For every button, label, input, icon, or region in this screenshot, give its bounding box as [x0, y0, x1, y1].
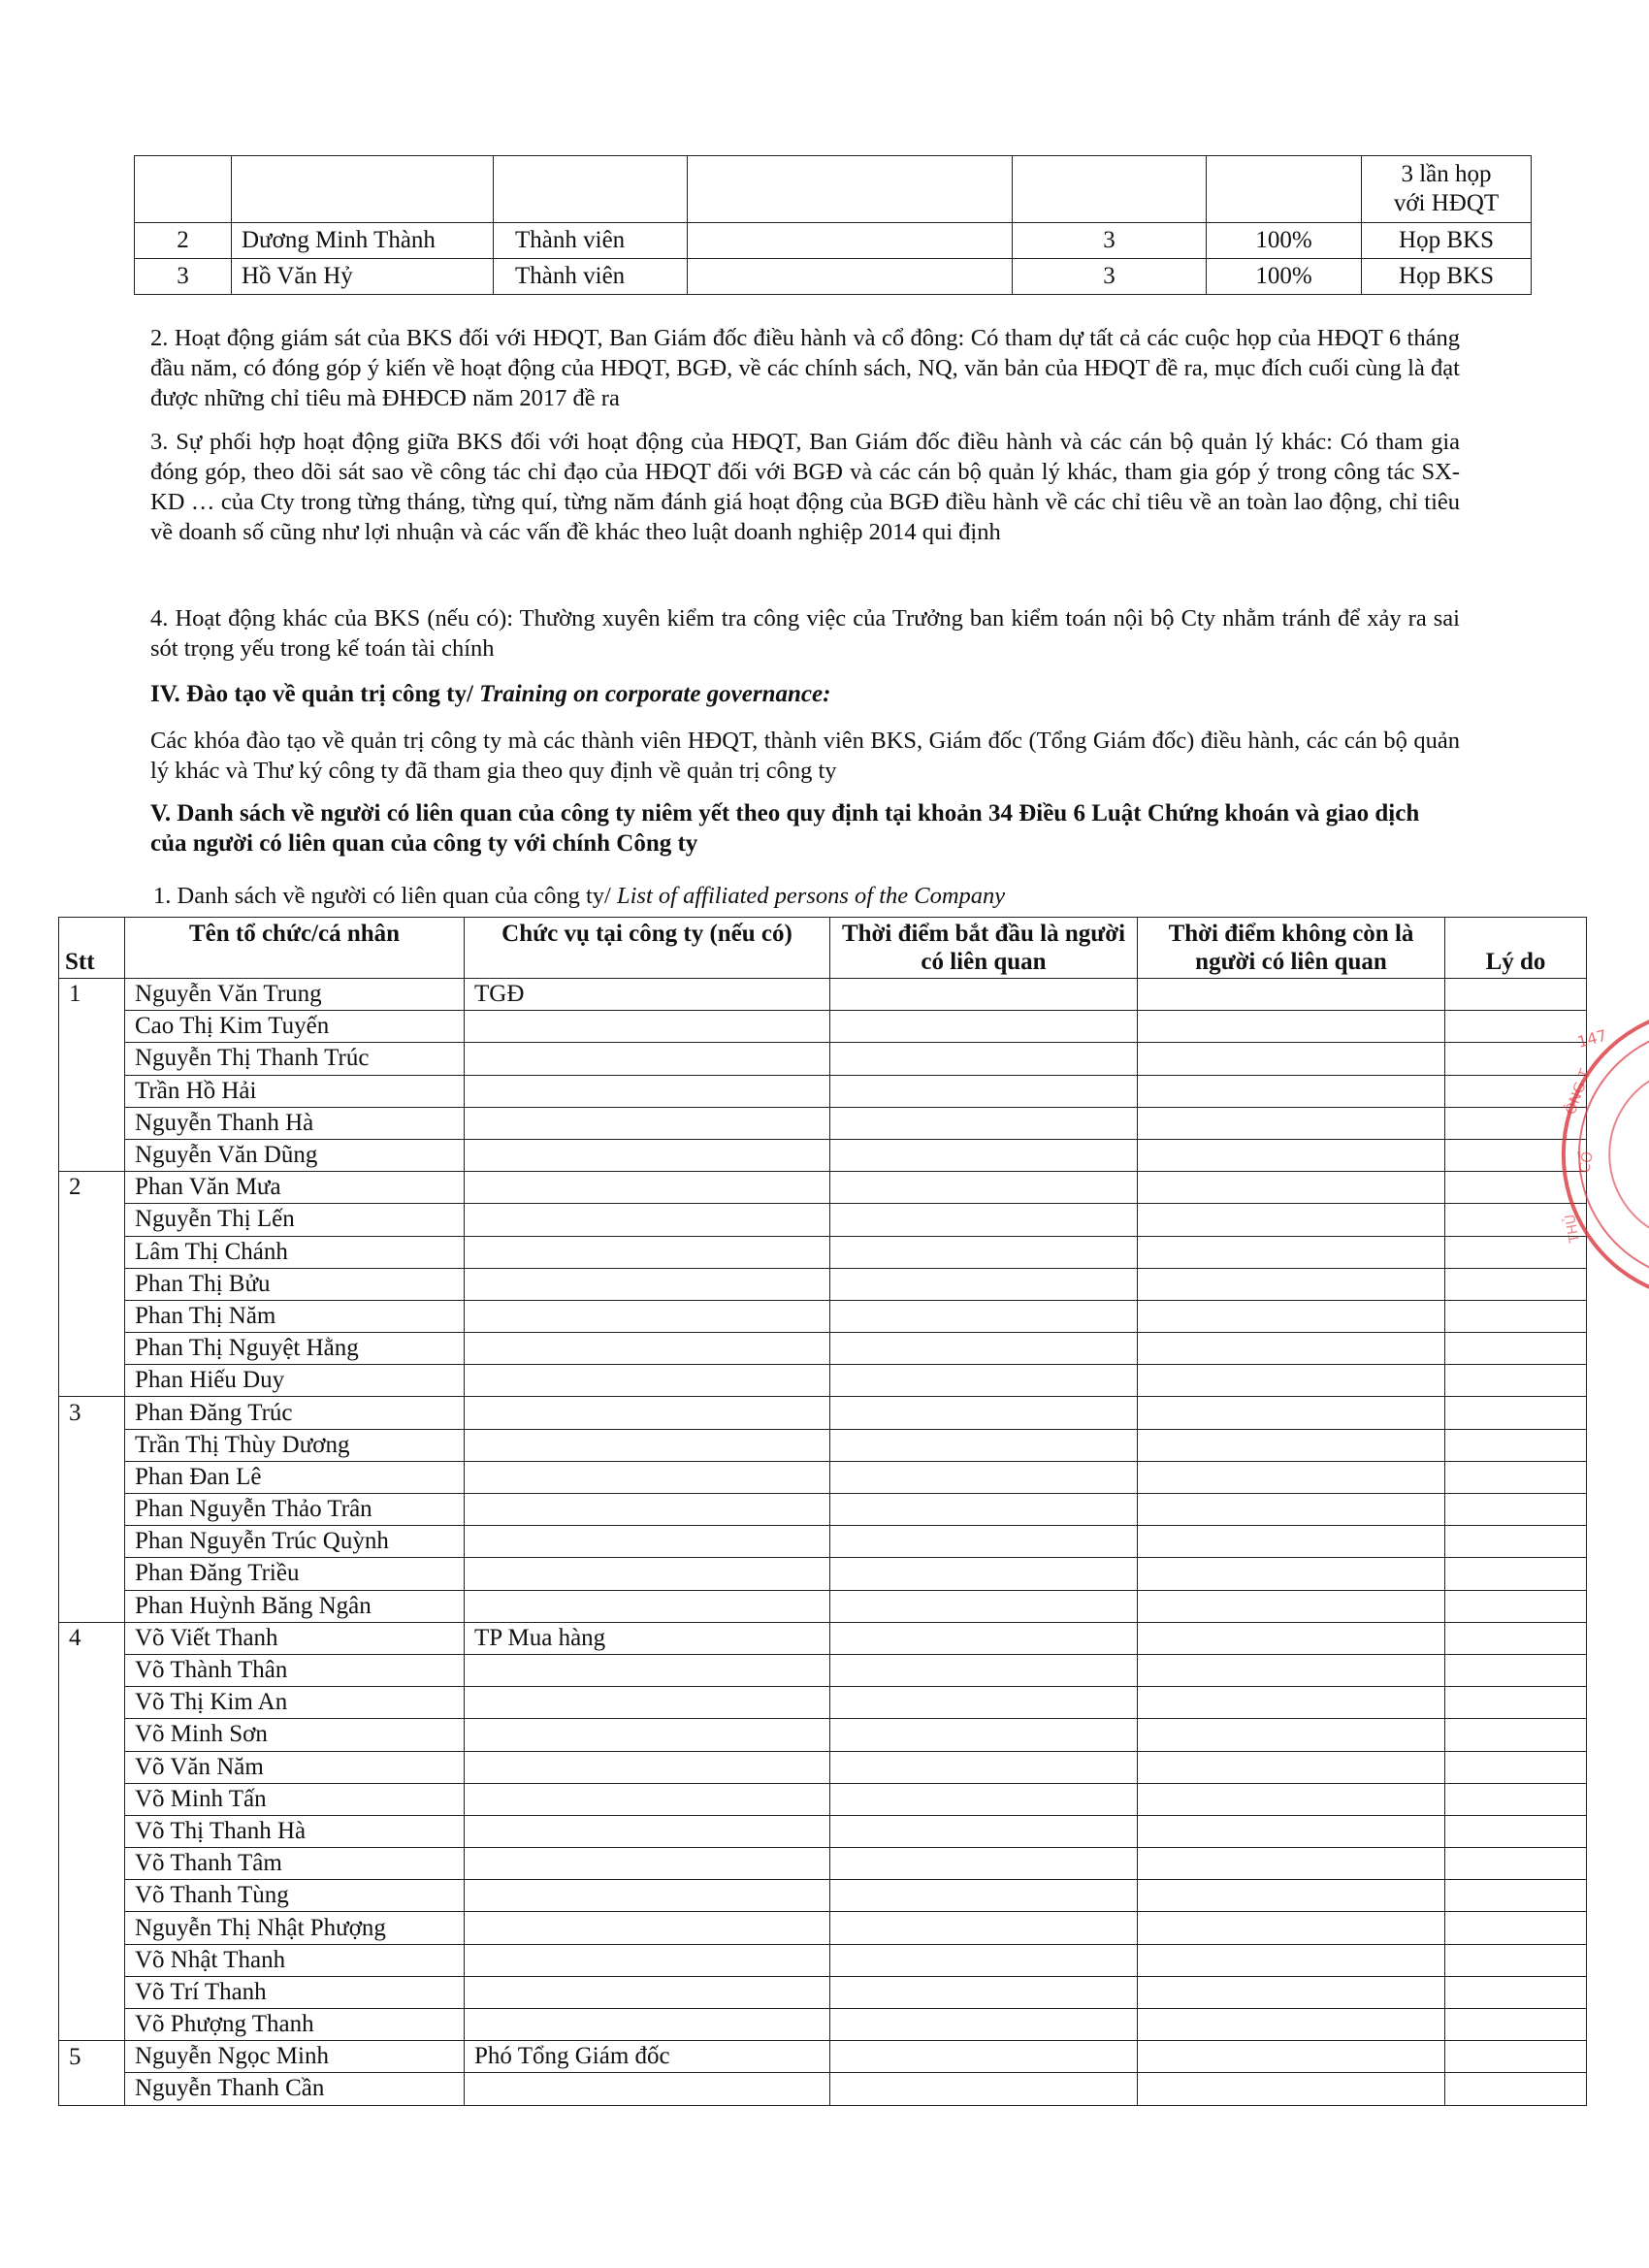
affiliate-start-time: [830, 1944, 1138, 1976]
affiliate-reason: [1445, 1429, 1587, 1461]
member-stt: 3: [135, 259, 232, 295]
affiliate-end-time: [1138, 1268, 1445, 1300]
table-row: [59, 979, 1587, 1011]
affiliate-start-time: [830, 1654, 1138, 1686]
affiliate-name: Phan Nguyễn Trúc Quỳnh: [125, 1526, 465, 1558]
affiliate-stt: [59, 1494, 125, 1526]
affiliate-end-time: [1138, 1300, 1445, 1332]
affiliate-start-time: [830, 1204, 1138, 1236]
affiliate-reason: [1445, 1590, 1587, 1622]
affiliate-end-time: [1138, 1172, 1445, 1204]
affiliate-reason: [1445, 1815, 1587, 1847]
table-row: [59, 2073, 1587, 2105]
member-attendance-rate: 100%: [1207, 223, 1362, 259]
member-meetings: 3: [1013, 223, 1207, 259]
affiliate-stt: 2: [59, 1172, 125, 1204]
meeting-note-cell: 3 lần họp với HĐQT: [1362, 156, 1532, 223]
affiliate-position: [465, 1365, 830, 1397]
affiliate-name: Nguyễn Thị Nhật Phượng: [125, 1912, 465, 1944]
affiliate-end-time: [1138, 1880, 1445, 1912]
affiliate-end-time: [1138, 1139, 1445, 1171]
affiliate-stt: [59, 1654, 125, 1686]
affiliate-start-time: [830, 1590, 1138, 1622]
affiliate-start-time: [830, 1043, 1138, 1075]
table-row: [135, 156, 1532, 223]
affiliate-stt: [59, 1365, 125, 1397]
affiliate-position: Phó Tổng Giám đốc: [465, 2041, 830, 2073]
affiliate-position: [465, 1590, 830, 1622]
affiliate-start-time: [830, 1172, 1138, 1204]
affiliate-end-time: [1138, 979, 1445, 1011]
affiliate-start-time: [830, 1075, 1138, 1107]
table-row: [59, 1268, 1587, 1300]
affiliate-start-time: [830, 1461, 1138, 1493]
affiliate-start-time: [830, 2009, 1138, 2041]
table-row: [59, 1397, 1587, 1429]
affiliate-start-time: [830, 1494, 1138, 1526]
affiliate-reason: [1445, 1912, 1587, 1944]
affiliate-start-time: [830, 1300, 1138, 1332]
member-name: Hồ Văn Hỷ: [232, 259, 494, 295]
member-meetings: 3: [1013, 259, 1207, 295]
affiliate-end-time: [1138, 1815, 1445, 1847]
affiliate-reason: [1445, 2009, 1587, 2041]
affiliated-persons-table: [58, 917, 1587, 2106]
affiliate-stt: [59, 1912, 125, 1944]
affiliate-name: Trần Thị Thùy Dương: [125, 1429, 465, 1461]
header-name: Tên tổ chức/cá nhân: [125, 918, 465, 979]
affiliate-reason: [1445, 1333, 1587, 1365]
table-row: [59, 1751, 1587, 1783]
affiliate-start-time: [830, 2073, 1138, 2105]
affiliate-reason: [1445, 1687, 1587, 1719]
affiliate-name: Phan Hiếu Duy: [125, 1365, 465, 1397]
affiliate-stt: [59, 1204, 125, 1236]
affiliate-reason: [1445, 1365, 1587, 1397]
affiliate-reason: [1445, 1719, 1587, 1751]
affiliate-stt: [59, 1268, 125, 1300]
affiliate-position: [465, 1944, 830, 1976]
affiliate-stt: [59, 1944, 125, 1976]
affiliate-position: [465, 1204, 830, 1236]
affiliate-position: [465, 1397, 830, 1429]
affiliate-name: Võ Thị Kim An: [125, 1687, 465, 1719]
affiliate-end-time: [1138, 1204, 1445, 1236]
affiliate-stt: [59, 1976, 125, 2008]
affiliate-name: Nguyễn Thanh Hà: [125, 1107, 465, 1139]
affiliate-stt: [59, 1429, 125, 1461]
table-row: [59, 1526, 1587, 1558]
affiliate-name: Phan Đăng Trúc: [125, 1397, 465, 1429]
affiliate-start-time: [830, 1365, 1138, 1397]
affiliate-end-time: [1138, 1912, 1445, 1944]
svg-text:THỦ: THỦ: [1563, 1213, 1583, 1245]
affiliate-start-time: [830, 1815, 1138, 1847]
svg-text:ÔNG T: ÔNG T: [1561, 1066, 1595, 1118]
company-seal-stamp: [1550, 1009, 1649, 1300]
affiliate-start-time: [830, 1268, 1138, 1300]
table-row: [59, 1558, 1587, 1590]
affiliate-reason: [1445, 1461, 1587, 1493]
affiliate-end-time: [1138, 1719, 1445, 1751]
bks-members-table: [134, 155, 1532, 295]
affiliate-position: [465, 1880, 830, 1912]
affiliate-stt: [59, 1687, 125, 1719]
affiliate-name: Võ Minh Sơn: [125, 1719, 465, 1751]
member-blank: [688, 259, 1013, 295]
affiliate-end-time: [1138, 1075, 1445, 1107]
affiliate-start-time: [830, 1011, 1138, 1043]
affiliate-end-time: [1138, 1011, 1445, 1043]
affiliate-end-time: [1138, 1526, 1445, 1558]
affiliate-position: [465, 1172, 830, 1204]
affiliate-end-time: [1138, 1590, 1445, 1622]
table-row: [59, 1172, 1587, 1204]
affiliate-reason: [1445, 1783, 1587, 1815]
table-row: [59, 1333, 1587, 1365]
affiliate-end-time: [1138, 1976, 1445, 2008]
affiliate-end-time: [1138, 1333, 1445, 1365]
affiliate-stt: [59, 1815, 125, 1847]
table-row: [59, 1365, 1587, 1397]
table-row: [59, 1654, 1587, 1686]
svg-text:CỔ: CỔ: [1575, 1150, 1597, 1175]
affiliate-name: Phan Thị Bửu: [125, 1268, 465, 1300]
affiliate-reason: [1445, 1751, 1587, 1783]
affiliate-start-time: [830, 1751, 1138, 1783]
affiliate-position: [465, 1236, 830, 1268]
affiliate-position: [465, 1333, 830, 1365]
affiliate-start-time: [830, 1622, 1138, 1654]
affiliate-position: [465, 1687, 830, 1719]
affiliate-position: [465, 1011, 830, 1043]
affiliate-position: [465, 1783, 830, 1815]
table-row: [59, 2041, 1587, 2073]
member-note: Họp BKS: [1362, 223, 1532, 259]
affiliate-name: Võ Phượng Thanh: [125, 2009, 465, 2041]
affiliate-position: [465, 1751, 830, 1783]
affiliate-position: [465, 1654, 830, 1686]
affiliate-stt: 3: [59, 1397, 125, 1429]
affiliate-name: Nguyễn Thị Thanh Trúc: [125, 1043, 465, 1075]
affiliate-reason: [1445, 1397, 1587, 1429]
affiliate-stt: [59, 1526, 125, 1558]
affiliate-stt: [59, 1783, 125, 1815]
affiliate-stt: [59, 1558, 125, 1590]
table-header-row: [59, 918, 1587, 979]
affiliate-name: Phan Huỳnh Băng Ngân: [125, 1590, 465, 1622]
affiliate-end-time: [1138, 1751, 1445, 1783]
paragraph-other-activities: 4. Hoạt động khác của BKS (nếu có): Thường xuyên kiểm tra công việc của Trưởng ban kiểm toán nội bộ Cty nhằm tránh để xảy ra sai sót trọng yếu trong kế toán tài chính: [150, 605, 1460, 662]
affiliate-stt: [59, 1043, 125, 1075]
affiliate-start-time: [830, 1719, 1138, 1751]
affiliate-end-time: [1138, 1494, 1445, 1526]
affiliate-position: [465, 1848, 830, 1880]
affiliate-position: [465, 1300, 830, 1332]
affiliate-start-time: [830, 1236, 1138, 1268]
affiliate-position: [465, 1107, 830, 1139]
affiliate-stt: [59, 1751, 125, 1783]
affiliate-end-time: [1138, 2073, 1445, 2105]
affiliate-position: [465, 1494, 830, 1526]
affiliate-start-time: [830, 1397, 1138, 1429]
affiliate-end-time: [1138, 2041, 1445, 2073]
affiliate-name: Nguyễn Ngọc Minh: [125, 2041, 465, 2073]
affiliate-position: [465, 2073, 830, 2105]
table-row: [59, 1043, 1587, 1075]
affiliate-start-time: [830, 1558, 1138, 1590]
affiliate-name: Nguyễn Văn Trung: [125, 979, 465, 1011]
table-row: [135, 259, 1532, 295]
affiliate-reason: [1445, 1558, 1587, 1590]
affiliate-start-time: [830, 1976, 1138, 2008]
affiliate-stt: [59, 1880, 125, 1912]
affiliate-end-time: [1138, 1848, 1445, 1880]
affiliate-position: [465, 1526, 830, 1558]
affiliate-stt: [59, 1075, 125, 1107]
affiliate-position: [465, 1075, 830, 1107]
affiliate-end-time: [1138, 1558, 1445, 1590]
affiliate-name: Võ Minh Tấn: [125, 1783, 465, 1815]
affiliate-position: [465, 1139, 830, 1171]
affiliate-position: [465, 1558, 830, 1590]
section-iv-body: Các khóa đào tạo về quản trị công ty mà các thành viên HĐQT, thành viên BKS, Giám đốc (Tổng Giám đốc) điều hành, các cán bộ quản lý khác và Thư ký công ty đã tham gia theo quy định về quản trị công ty: [150, 728, 1460, 784]
affiliate-name: Võ Văn Năm: [125, 1751, 465, 1783]
header-end-time: Thời điểm không còn là người có liên quan: [1138, 918, 1445, 979]
table-row: [59, 1976, 1587, 2008]
affiliate-reason: [1445, 1976, 1587, 2008]
table-row: [59, 1590, 1587, 1622]
table-row: [59, 1880, 1587, 1912]
table-row: [59, 1815, 1587, 1847]
affiliate-start-time: [830, 1687, 1138, 1719]
affiliate-name: Võ Thanh Tùng: [125, 1880, 465, 1912]
affiliate-name: Nguyễn Thanh Cần: [125, 2073, 465, 2105]
affiliate-start-time: [830, 979, 1138, 1011]
affiliate-reason: [1445, 1526, 1587, 1558]
affiliate-end-time: [1138, 1107, 1445, 1139]
affiliate-position: [465, 1912, 830, 1944]
affiliate-stt: 1: [59, 979, 125, 1011]
table-row: [59, 1719, 1587, 1751]
table-row: [59, 1461, 1587, 1493]
affiliate-end-time: [1138, 1461, 1445, 1493]
affiliate-name: Phan Đăng Triều: [125, 1558, 465, 1590]
affiliate-stt: [59, 1333, 125, 1365]
affiliate-end-time: [1138, 1397, 1445, 1429]
affiliate-stt: 4: [59, 1622, 125, 1654]
section-v-heading: V. Danh sách về người có liên quan của công ty niêm yết theo quy định tại khoản 34 Điều 6 Luật Chứng khoán và giao dịch của người có liên quan của công ty với chính Công ty: [150, 800, 1420, 857]
affiliate-start-time: [830, 1912, 1138, 1944]
affiliate-start-time: [830, 1429, 1138, 1461]
table-row: [59, 1622, 1587, 1654]
header-stt: Stt: [59, 918, 125, 979]
affiliate-position: [465, 1461, 830, 1493]
paragraph-coordination: 3. Sự phối hợp hoạt động giữa BKS đối với hoạt động của HĐQT, Ban Giám đốc điều hành và các cán bộ quản lý khác: Có tham gia đóng góp, theo dõi sát sao về công tác chỉ đạo của HĐQT đối với BGĐ và các cán bộ quản lý khác, tham gia góp ý trong công tác SX-KD … của Cty trong từng tháng, từng quí, từng năm đánh giá hoạt động của BGĐ điều hành về các chỉ tiêu về an toàn lao động, chỉ tiêu về doanh số cũng như lợi nhuận và các vấn đề khác theo luật doanh nghiệp 2014 qui định: [150, 429, 1460, 545]
member-stt: 2: [135, 223, 232, 259]
affiliate-reason: [1445, 2041, 1587, 2073]
affiliate-stt: [59, 1300, 125, 1332]
affiliate-reason: [1445, 1880, 1587, 1912]
affiliate-position: TGĐ: [465, 979, 830, 1011]
member-role: Thành viên: [494, 259, 688, 295]
header-start-time: Thời điểm bắt đầu là người có liên quan: [830, 918, 1138, 979]
table-row: [59, 1300, 1587, 1332]
affiliate-stt: [59, 1107, 125, 1139]
affiliate-start-time: [830, 1880, 1138, 1912]
affiliate-end-time: [1138, 1236, 1445, 1268]
affiliate-name: Phan Thị Nguyệt Hằng: [125, 1333, 465, 1365]
table-row: [135, 223, 1532, 259]
table-row: [59, 1011, 1587, 1043]
affiliate-name: Cao Thị Kim Tuyến: [125, 1011, 465, 1043]
affiliate-stt: [59, 1848, 125, 1880]
table-row: [59, 1912, 1587, 1944]
affiliate-end-time: [1138, 1365, 1445, 1397]
section-iv-heading: IV. Đào tạo về quản trị công ty/ Training on corporate governance:: [150, 681, 831, 707]
affiliate-name: Phan Thị Năm: [125, 1300, 465, 1332]
affiliate-position: TP Mua hàng: [465, 1622, 830, 1654]
affiliate-start-time: [830, 1783, 1138, 1815]
table-row: [59, 1204, 1587, 1236]
member-name: Dương Minh Thành: [232, 223, 494, 259]
member-attendance-rate: 100%: [1207, 259, 1362, 295]
affiliate-reason: [1445, 1494, 1587, 1526]
table-row: [59, 1687, 1587, 1719]
affiliate-reason: [1445, 1622, 1587, 1654]
section-v-subheading: 1. Danh sách về người có liên quan của công ty/ List of affiliated persons of the Company: [153, 883, 1006, 909]
affiliate-name: Lâm Thị Chánh: [125, 1236, 465, 1268]
affiliate-start-time: [830, 1848, 1138, 1880]
affiliate-start-time: [830, 1526, 1138, 1558]
affiliate-name: Võ Trí Thanh: [125, 1976, 465, 2008]
affiliate-stt: [59, 2073, 125, 2105]
affiliate-stt: [59, 1590, 125, 1622]
table-row: [59, 1236, 1587, 1268]
header-position: Chức vụ tại công ty (nếu có): [465, 918, 830, 979]
affiliate-start-time: [830, 1139, 1138, 1171]
table-row: [59, 1494, 1587, 1526]
affiliate-end-time: [1138, 1429, 1445, 1461]
affiliate-position: [465, 1719, 830, 1751]
affiliate-stt: [59, 1011, 125, 1043]
affiliate-stt: 5: [59, 2041, 125, 2073]
affiliate-stt: [59, 1139, 125, 1171]
member-role: Thành viên: [494, 223, 688, 259]
affiliate-name: Phan Nguyễn Thảo Trân: [125, 1494, 465, 1526]
affiliate-start-time: [830, 1107, 1138, 1139]
header-reason: Lý do: [1445, 918, 1587, 979]
table-row: [59, 1075, 1587, 1107]
affiliate-start-time: [830, 2041, 1138, 2073]
table-row: [59, 1429, 1587, 1461]
affiliate-end-time: [1138, 1654, 1445, 1686]
table-row: [59, 1783, 1587, 1815]
affiliate-start-time: [830, 1333, 1138, 1365]
table-row: [59, 1107, 1587, 1139]
affiliate-stt: [59, 1461, 125, 1493]
member-note: Họp BKS: [1362, 259, 1532, 295]
table-row: [59, 1848, 1587, 1880]
affiliate-position: [465, 2009, 830, 2041]
member-blank: [688, 223, 1013, 259]
affiliate-end-time: [1138, 1622, 1445, 1654]
table-row: [59, 1944, 1587, 1976]
affiliate-name: Nguyễn Thị Lến: [125, 1204, 465, 1236]
affiliate-end-time: [1138, 1944, 1445, 1976]
affiliate-name: Võ Thành Thân: [125, 1654, 465, 1686]
table-row: [59, 1139, 1587, 1171]
affiliate-reason: [1445, 2073, 1587, 2105]
affiliate-reason: [1445, 1848, 1587, 1880]
affiliate-name: Võ Thị Thanh Hà: [125, 1815, 465, 1847]
affiliate-position: [465, 1976, 830, 2008]
affiliate-name: Võ Viết Thanh: [125, 1622, 465, 1654]
svg-text:147: 147: [1575, 1025, 1609, 1052]
affiliate-stt: [59, 1719, 125, 1751]
affiliate-reason: [1445, 979, 1587, 1011]
affiliate-name: Trần Hồ Hải: [125, 1075, 465, 1107]
affiliate-name: Phan Văn Mưa: [125, 1172, 465, 1204]
affiliate-stt: [59, 1236, 125, 1268]
affiliate-end-time: [1138, 1687, 1445, 1719]
affiliate-name: Nguyễn Văn Dũng: [125, 1139, 465, 1171]
affiliate-name: Phan Đan Lê: [125, 1461, 465, 1493]
affiliate-reason: [1445, 1944, 1587, 1976]
affiliate-stt: [59, 2009, 125, 2041]
affiliate-name: Võ Nhật Thanh: [125, 1944, 465, 1976]
affiliate-end-time: [1138, 2009, 1445, 2041]
paragraph-supervision: 2. Hoạt động giám sát của BKS đối với HĐQT, Ban Giám đốc điều hành và cổ đông: Có tham dự tất cả các cuộc họp của HĐQT 6 tháng đầu năm, có đóng góp ý kiến về hoạt động của HĐQT, BGĐ, về các chính sách, NQ, văn bản của HĐQT đề ra, mục đích cuối cùng là đạt được những chỉ tiêu mà ĐHĐCĐ năm 2017 đề ra: [150, 325, 1460, 411]
affiliate-position: [465, 1429, 830, 1461]
affiliate-position: [465, 1268, 830, 1300]
affiliate-end-time: [1138, 1043, 1445, 1075]
affiliate-end-time: [1138, 1783, 1445, 1815]
table-row: [59, 2009, 1587, 2041]
affiliate-name: Võ Thanh Tâm: [125, 1848, 465, 1880]
affiliate-position: [465, 1043, 830, 1075]
affiliate-position: [465, 1815, 830, 1847]
affiliate-reason: [1445, 1654, 1587, 1686]
affiliate-reason: [1445, 1300, 1587, 1332]
